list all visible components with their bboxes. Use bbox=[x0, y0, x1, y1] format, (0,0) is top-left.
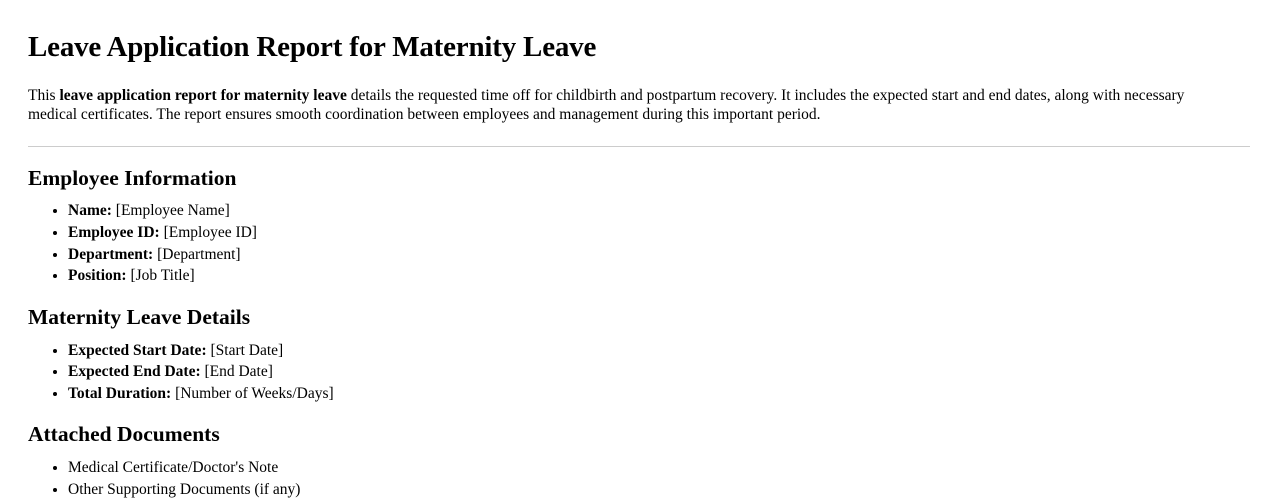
list-item bbox=[68, 459, 1250, 478]
page-title: Leave Application Report for Maternity Leave bbox=[28, 31, 597, 63]
field-label: Expected Start Date: bbox=[68, 341, 207, 359]
field-value: [Start Date] bbox=[210, 341, 284, 359]
list-item bbox=[68, 481, 1250, 500]
maternity-leave-details-list bbox=[28, 342, 1250, 404]
intro-text-bold: leave application report for maternity leave bbox=[59, 86, 347, 104]
field-label: Department: bbox=[68, 245, 154, 263]
field-label: Employee ID: bbox=[68, 224, 160, 241]
document-name: Other Supporting Documents (if any) bbox=[68, 480, 301, 498]
field-label: Name: bbox=[68, 202, 112, 220]
intro-paragraph bbox=[28, 87, 1224, 125]
list-item bbox=[68, 363, 1250, 382]
field-value: [Employee Name] bbox=[115, 202, 230, 220]
section-divider bbox=[28, 146, 1250, 147]
field-value: [Number of Weeks/Days] bbox=[175, 384, 334, 402]
field-value: [End Date] bbox=[204, 363, 273, 381]
document-name: Medical Certificate/Doctor's Note bbox=[68, 459, 279, 477]
field-value: [Job Title] bbox=[130, 267, 195, 285]
list-item bbox=[68, 224, 1250, 243]
field-label: Total Duration: bbox=[68, 384, 172, 402]
list-item bbox=[68, 342, 1250, 361]
intro-text-after: details the requested time off for childbirth and postpartum recovery. It includes the expected start and end dates, along with necessary medical certificates. The report ensures smooth coordination between employees and management during this important period. bbox=[28, 86, 1185, 123]
attached-documents-list bbox=[28, 459, 1250, 499]
field-value: [Department] bbox=[157, 245, 241, 263]
field-value: [Employee ID] bbox=[163, 224, 257, 241]
list-item bbox=[68, 267, 1250, 286]
section-heading-employee-information: Employee Information bbox=[28, 165, 237, 190]
list-item bbox=[68, 202, 1250, 221]
list-item bbox=[68, 385, 1250, 404]
field-label: Expected End Date: bbox=[68, 363, 201, 381]
section-heading-attached-documents: Attached Documents bbox=[28, 422, 220, 447]
list-item bbox=[68, 246, 1250, 265]
intro-text-before: This bbox=[28, 86, 60, 104]
field-label: Position: bbox=[68, 267, 127, 285]
section-heading-maternity-leave-details: Maternity Leave Details bbox=[28, 304, 251, 329]
employee-information-list bbox=[28, 202, 1250, 285]
